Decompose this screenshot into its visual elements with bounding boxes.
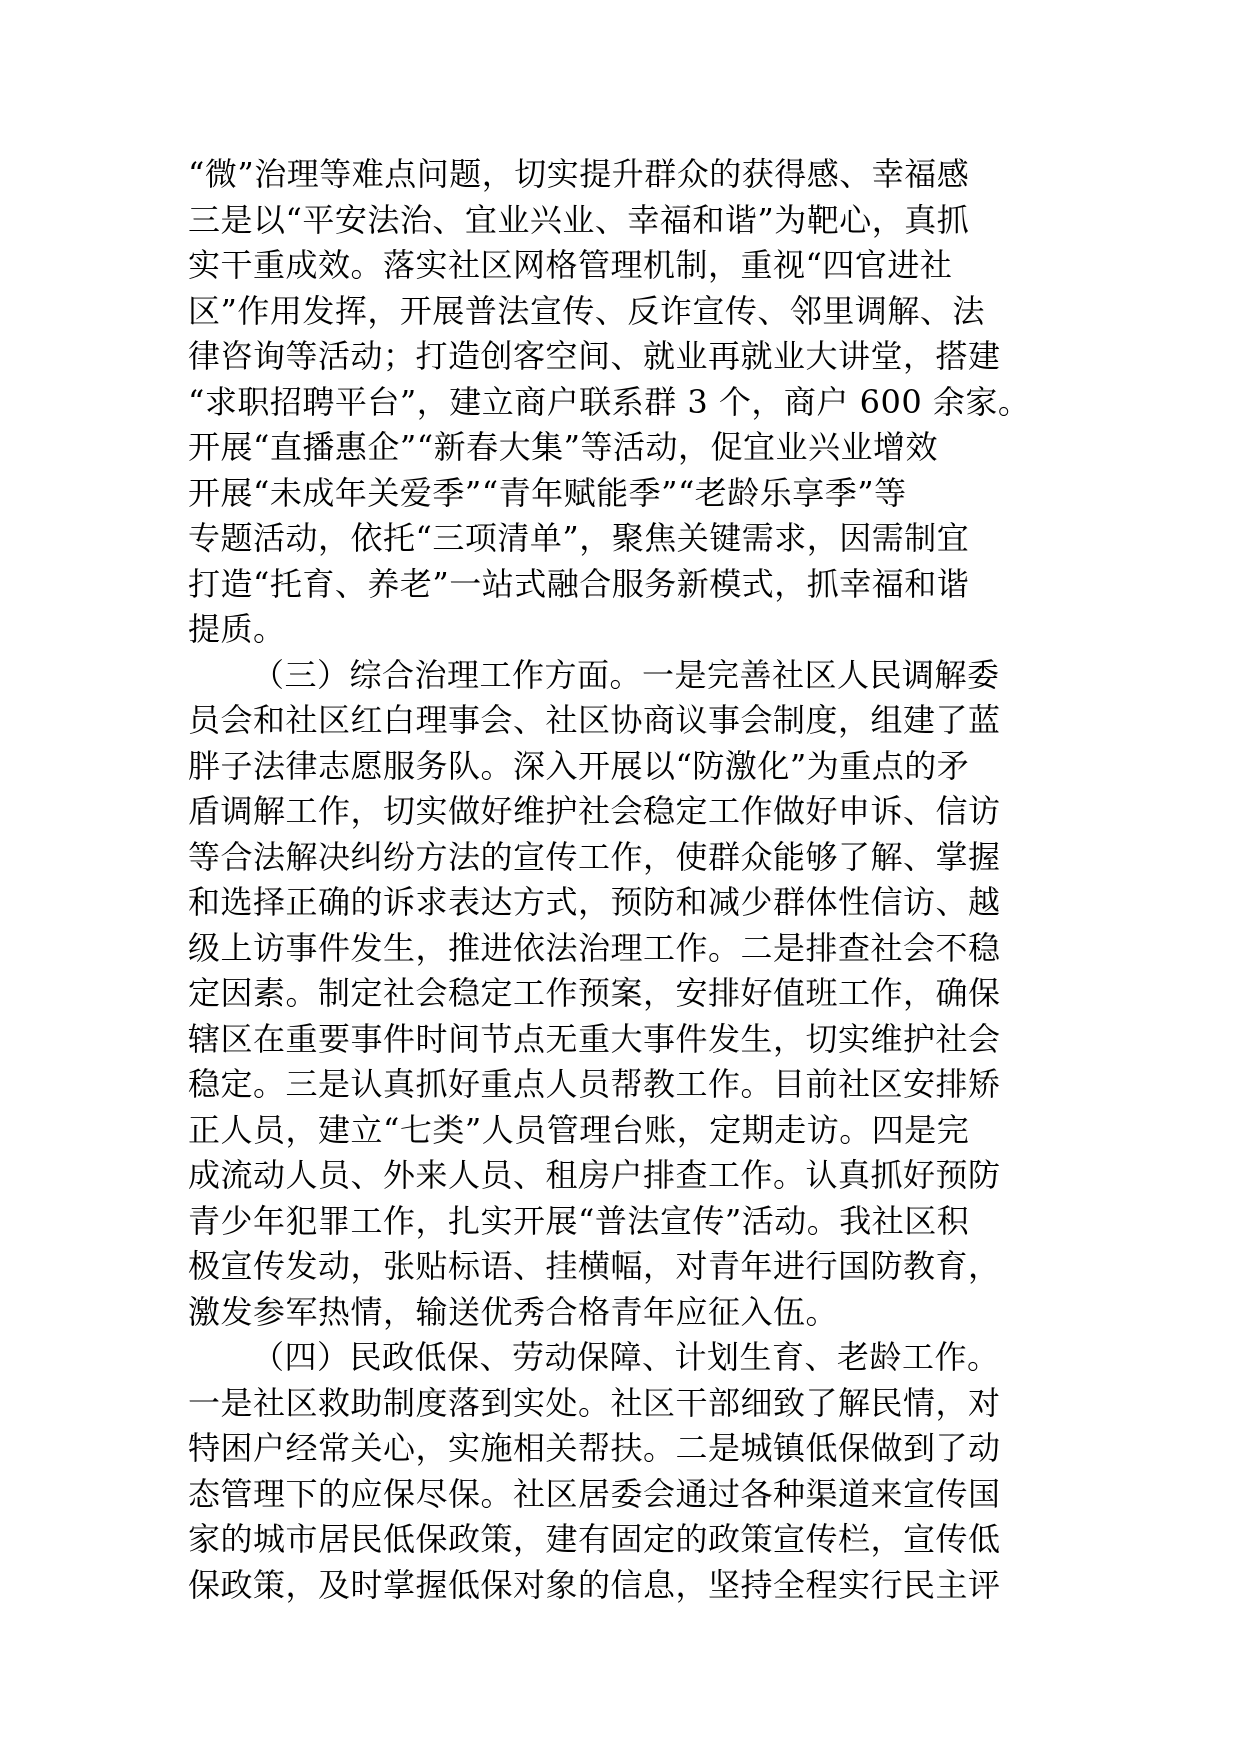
document-body bbox=[188, 152, 1058, 1608]
text-line: “求职招聘平台”，建立商户联系群 3 个，商户 600 余家。 bbox=[188, 382, 1031, 421]
section-heading-line: （三）综合治理工作方面。一是完善社区人民调解委 bbox=[252, 655, 1000, 694]
text-line: 律咨询等活动；打造创客空间、就业再就业大讲堂，搭建 bbox=[188, 337, 1001, 375]
text-line: 激发参军热情，输送优秀合格青年应征入伍。 bbox=[188, 1292, 839, 1331]
text-line: 级上访事件发生，推进依法治理工作。二是排查社会不稳 bbox=[188, 928, 1001, 967]
text-line: 区”作用发挥，开展普法宣传、反诈宣传、邻里调解、法 bbox=[188, 291, 985, 330]
text-line: 稳定。三是认真抓好重点人员帮教工作。目前社区安排矫 bbox=[188, 1065, 1001, 1103]
text-line: 等合法解决纠纷方法的宣传工作，使群众能够了解、掌握 bbox=[188, 837, 1001, 876]
text-line: 保政策，及时掌握低保对象的信息，坚持全程实行民主评 bbox=[188, 1565, 1001, 1604]
text-line: 胖子法律志愿服务队。深入开展以“防激化”为重点的矛 bbox=[188, 746, 970, 785]
text-line: 极宣传发动，张贴标语、挂横幅，对青年进行国防教育， bbox=[188, 1247, 1001, 1285]
text-line: 正人员，建立“七类”人员管理台账，定期走访。四是完 bbox=[188, 1110, 970, 1149]
text-line: 盾调解工作，切实做好维护社会稳定工作做好申诉、信访 bbox=[188, 792, 1001, 830]
text-line: 打造“托育、养老”一站式融合服务新模式，抓幸福和谐 bbox=[188, 564, 970, 603]
text-line: 态管理下的应保尽保。社区居委会通过各种渠道来宣传国 bbox=[188, 1474, 1001, 1513]
text-line: 三是以“平安法治、宜业兴业、幸福和谐”为靶心，真抓 bbox=[188, 200, 970, 239]
text-line: 辖区在重要事件时间节点无重大事件发生，切实维护社会 bbox=[188, 1019, 1001, 1058]
text-line: 定因素。制定社会稳定工作预案，安排好值班工作，确保 bbox=[188, 974, 1001, 1012]
text-line: 和选择正确的诉求表达方式，预防和减少群体性信访、越 bbox=[188, 883, 1001, 921]
text-line: 成流动人员、外来人员、租房户排查工作。认真抓好预防 bbox=[188, 1156, 1001, 1194]
text-line: 家的城市居民低保政策，建有固定的政策宣传栏，宣传低 bbox=[188, 1520, 1001, 1558]
text-line: “微”治理等难点问题，切实提升群众的获得感、幸福感 bbox=[188, 155, 970, 193]
section-heading-line: （四）民政低保、劳动保障、计划生育、老龄工作。 bbox=[252, 1338, 1000, 1376]
text-line: 员会和社区红白理事会、社区协商议事会制度，组建了蓝 bbox=[188, 701, 1001, 739]
text-line: 提质。 bbox=[188, 610, 286, 648]
text-line: 一是社区救助制度落到实处。社区干部细致了解民情，对 bbox=[188, 1383, 1001, 1422]
text-line: 特困户经常关心，实施相关帮扶。二是城镇低保做到了动 bbox=[188, 1429, 1001, 1467]
text-line: 专题活动，依托“三项清单”，聚焦关键需求，因需制宜 bbox=[188, 519, 970, 557]
text-line: 实干重成效。落实社区网格管理机制，重视“四官进社 bbox=[188, 246, 953, 284]
text-line: 青少年犯罪工作，扎实开展“普法宣传”活动。我社区积 bbox=[188, 1201, 970, 1240]
text-line: 开展“直播惠企”“新春大集”等活动，促宜业兴业增效 bbox=[188, 428, 938, 466]
text-line: 开展“未成年关爱季”“青年赋能季”“老龄乐享季”等 bbox=[188, 473, 907, 512]
